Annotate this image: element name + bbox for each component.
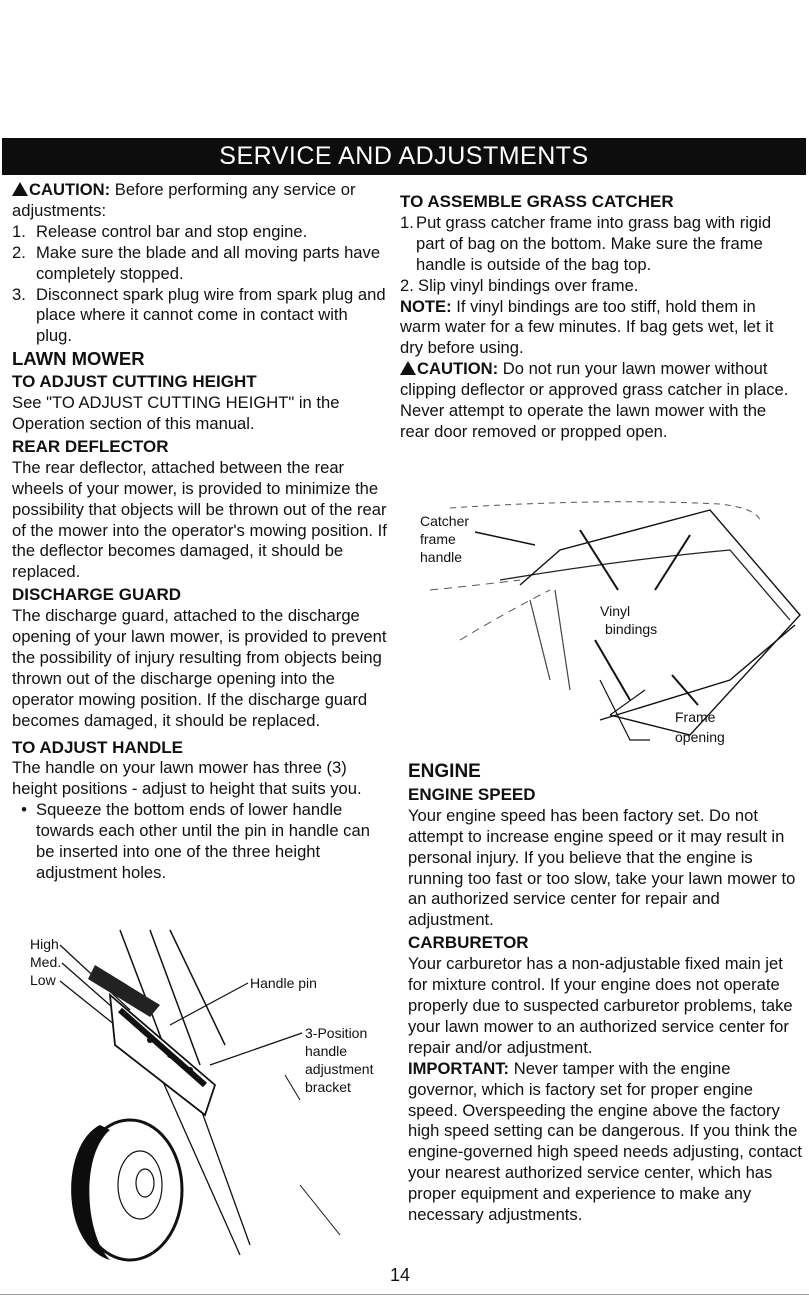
- rear-deflector-heading: REAR DEFLECTOR: [12, 436, 169, 456]
- list-item: 2. Make sure the blade and all moving parts have completely stopped.: [12, 242, 381, 283]
- bracket-label-line4: bracket: [305, 1079, 351, 1095]
- grass-catcher-illustration: [400, 490, 805, 755]
- handle-pin-label: Handle pin: [250, 975, 317, 991]
- list-item: 1. Put grass catcher frame into grass bag with rigid part of bag on the bottom. Make sure the frame handle is outside of the bag top.: [400, 212, 772, 274]
- discharge-guard-heading: DISCHARGE GUARD: [12, 585, 182, 605]
- adjust-handle-text: The handle on your lawn mower has three (3) height positions - adjust to height that suits you.: [12, 758, 362, 799]
- catcher-label-1: Catcher: [420, 513, 470, 529]
- caution-paragraph-right: CAUTION: Do not run your lawn mower without clipping deflector or approved grass catcher in place. Never attempt to operate the lawn mower with the rear door removed or propped open.: [400, 359, 789, 441]
- caution-text: Before performing any service or adjustments:: [12, 180, 356, 220]
- warning-triangle-icon: [12, 182, 28, 196]
- catcher-label-2: frame: [420, 531, 456, 547]
- vinyl-label-1: Vinyl: [600, 603, 631, 619]
- carburetor-text: Your carburetor has a non-adjustable fixed main jet for mixture control. If your engine does not operate properly due to suspected carburetor problems, take your lawn mower to an authorized service center for repair and/or adjustment.: [408, 954, 793, 1057]
- section-title: SERVICE AND ADJUSTMENTS: [219, 142, 589, 170]
- lawn-mower-heading: LAWN MOWER: [12, 348, 145, 370]
- vinyl-label-2: bindings: [605, 621, 658, 637]
- service-steps: [12, 222, 387, 347]
- engine-heading: ENGINE: [408, 761, 481, 782]
- note-paragraph: NOTE: If vinyl bindings are too stiff, hold them in warm water for a few minutes. If bag gets wet, let it dry before using.: [400, 296, 774, 358]
- engine-section: [408, 760, 804, 1226]
- grass-catcher-heading: TO ASSEMBLE GRASS CATCHER: [400, 192, 674, 211]
- rear-deflector-text: The rear deflector, attached between the rear wheels of your mower, is provided to minimize the possibility that objects will be thrown out of the rear of the mower into the operator's mowing position. If the deflector becomes damaged, it should be replaced.: [12, 457, 387, 582]
- cutting-height-text: See "TO ADJUST CUTTING HEIGHT" in the Operation section of this manual.: [12, 393, 340, 433]
- bottom-rule: [0, 1294, 809, 1295]
- caution-label: CAUTION:: [29, 180, 111, 199]
- engine-speed-text: Your engine speed has been factory set. Do not attempt to increase engine speed or it may result in personal injury. If you believe that the engine is running too fast or too slow, take your lawn mower to an authorized service center for repair and adjustment.: [408, 805, 796, 930]
- list-item: 1. Release control bar and stop engine.: [12, 221, 308, 241]
- catcher-label-3: handle: [420, 549, 463, 565]
- med-label: Med.: [30, 954, 62, 970]
- high-label: High: [30, 936, 59, 952]
- list-item: 3. Disconnect spark plug wire from spark plug and place where it cannot come in contact with plug.: [12, 284, 386, 346]
- page-number: 14: [390, 1265, 411, 1285]
- cutting-height-heading: TO ADJUST CUTTING HEIGHT: [12, 372, 257, 392]
- caution-paragraph: [12, 180, 387, 222]
- carburetor-heading: CARBURETOR: [408, 933, 529, 953]
- important-paragraph: IMPORTANT: Never tamper with the engine governor, which is factory set for proper engine speed. Overspeeding the engine above the factory high speed setting can be dangerous. If you think the engine-governed high speed needs adjusting, contact your nearest authorized service center, which has proper equipment and experience to make any necessary adjustments.: [408, 1058, 802, 1225]
- list-item: 2. Slip vinyl bindings over frame.: [400, 275, 639, 295]
- section-banner: [2, 138, 806, 175]
- bracket-label-line1: 3-Position: [305, 1025, 368, 1041]
- left-column: [12, 180, 387, 884]
- frame-label-2: opening: [675, 729, 725, 745]
- engine-speed-heading: ENGINE SPEED: [408, 784, 536, 804]
- handle-adjustment-illustration: [0, 925, 395, 1265]
- warning-triangle-icon: [400, 361, 416, 375]
- bracket-label-line3: adjustment: [305, 1061, 374, 1077]
- bracket-label-line2: handle: [305, 1043, 348, 1059]
- discharge-guard-text: The discharge guard, attached to the discharge opening of your lawn mower, is provided to prevent the possibility of injury resulting from objects being thrown out of the discharge opening into the operator mowing position. If the discharge guard becomes damaged, it should be replaced.: [12, 606, 387, 730]
- adjust-handle-heading: TO ADJUST HANDLE: [12, 737, 183, 757]
- frame-label-1: Frame: [675, 709, 716, 725]
- low-label: Low: [30, 972, 56, 988]
- list-item: • Squeeze the bottom ends of lower handle towards each other until the pin in handle can be inserted into one of the three height adjustment holes.: [21, 800, 370, 882]
- right-column: [400, 190, 800, 443]
